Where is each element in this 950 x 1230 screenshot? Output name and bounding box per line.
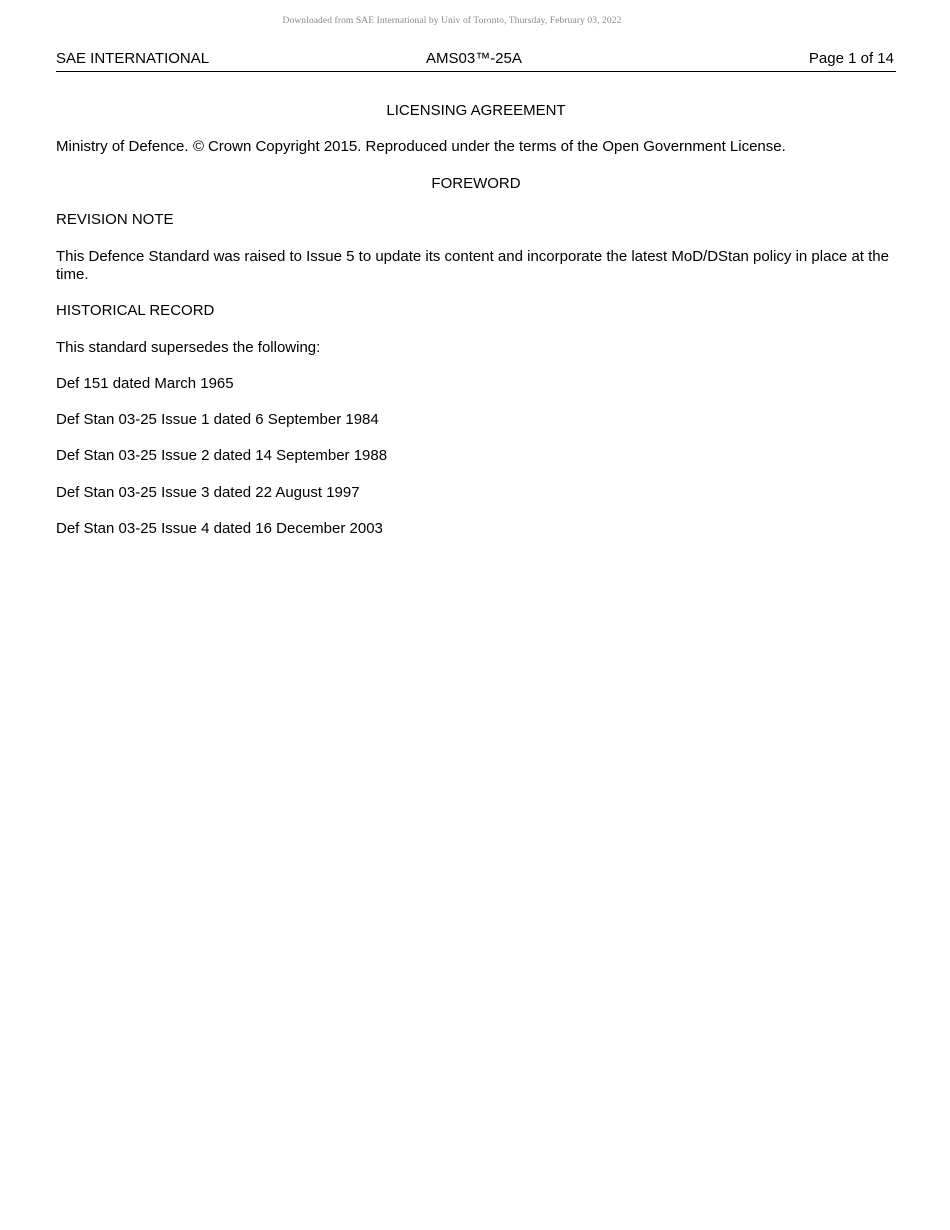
history-item: Def Stan 03-25 Issue 3 dated 22 August 1997: [56, 484, 360, 501]
history-item: Def Stan 03-25 Issue 2 dated 14 September 1988: [56, 447, 388, 464]
licensing-text-end: Crown Copyright 2015. Reproduced under the terms of the Open Government License.: [203, 138, 786, 155]
history-item: Def Stan 03-25 Issue 4 dated 16 December 2003: [56, 520, 383, 537]
page-header: [56, 49, 896, 72]
revision-note-heading: REVISION NOTE: [56, 211, 174, 228]
historical-record-heading: HISTORICAL RECORD: [56, 302, 215, 319]
page-number: Page 1 of 14: [808, 50, 894, 67]
history-item: Def Stan 03-25 Issue 1 dated 6 September 1984: [56, 411, 379, 428]
licensing-heading: LICENSING AGREEMENT: [386, 102, 566, 119]
publisher-name: SAE INTERNATIONAL: [56, 50, 210, 67]
document-number: AMS03™-25A: [426, 50, 522, 67]
licensing-text-start: Ministry of Defence.: [56, 138, 193, 155]
download-watermark: Downloaded from SAE International by Univ of Toronto, Thursday, February 03, 2022: [282, 16, 622, 26]
foreword-heading: FOREWORD: [431, 175, 521, 192]
historical-record-intro: This standard supersedes the following:: [56, 339, 321, 356]
document-body: [56, 102, 896, 538]
history-item: Def 151 dated March 1965: [56, 375, 234, 392]
copyright-symbol: ©: [192, 138, 204, 155]
licensing-text: [56, 138, 896, 156]
revision-note-text: This Defence Standard was raised to Issue 5 to update its content and incorporate the latest MoD/DStan policy in place at the time.: [56, 248, 889, 283]
